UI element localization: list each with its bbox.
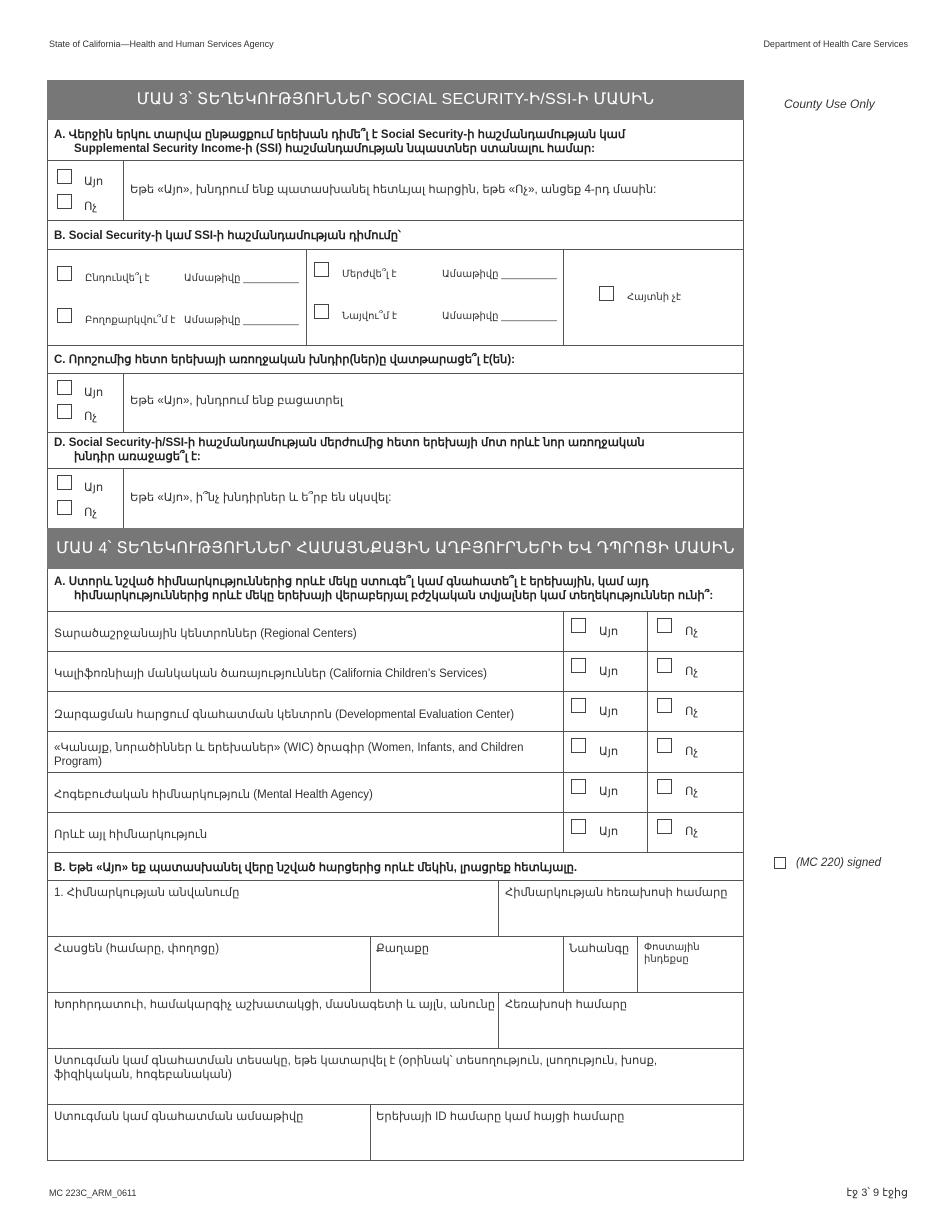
- agency-wic-yes-checkbox[interactable]: [571, 738, 586, 753]
- agency-name-field[interactable]: 1. Հիմնարկության անվանումը: [54, 887, 240, 899]
- agency-ccs-no-label: Ոչ: [685, 666, 699, 678]
- part3-question-b: B. Social Security-ի կամ SSI-ի հաշմանդամության դիմումը՝: [54, 230, 401, 242]
- denied-date[interactable]: Ամսաթիվը __________: [442, 269, 557, 280]
- agency-other-no-checkbox[interactable]: [657, 819, 672, 834]
- agency-ccs-yes-label: Այո: [599, 666, 619, 678]
- part3-d-yes-checkbox[interactable]: [57, 475, 72, 490]
- part4-title: ՄԱՍ 4՝ ՏԵՂԵԿՈՒԹՅՈՒՆՆԵՐ ՀԱՄԱՅՆՔԱՅԻՆ ԱՂԲՅՈՒՐՆԵՐԻ ԵՎ ԴՊՐՈՑԻ ՄԱՍԻՆ: [47, 528, 744, 569]
- part4-question-b: B. Եթե «Այո» եք պատասխանել վերը նշված հարցերից որևէ մեկին, լրացրեք հետևյալը.: [54, 862, 578, 874]
- referred-label: Բողոքարկվու՞մ է: [85, 315, 176, 326]
- agency-ccs-no-checkbox[interactable]: [657, 658, 672, 673]
- agency-wic-no-label: Ոչ: [685, 746, 699, 758]
- city-field[interactable]: Քաղաքը: [376, 943, 430, 955]
- part4-question-a: A. Ստորև նշված հիմնարկություններից որևէ մեկը ստուգե՞լ կամ գնահատե՞լ է երեխային, կամ այդ հիմնարկություններից որևէ մեկը երեխայի վերաբերյալ բժշկական տվյալներ կամ տեղեկություններ ունի՞:: [54, 576, 714, 602]
- agency-regional-yes-checkbox[interactable]: [571, 618, 586, 633]
- part3-title: ՄԱՍ 3՝ ՏԵՂԵԿՈՒԹՅՈՒՆՆԵՐ SOCIAL SECURITY-Ի/SSI-Ի ՄԱՍԻՆ: [47, 80, 744, 120]
- approved-label: Ընդունվե՞լ է: [85, 273, 150, 284]
- agency-dec-no-label: Ոչ: [685, 706, 699, 718]
- part3-c-no-checkbox[interactable]: [57, 404, 72, 419]
- agency-mental-yes-checkbox[interactable]: [571, 779, 586, 794]
- mc220-label: (MC 220) signed: [796, 857, 882, 869]
- part3-d-yes-label: Այո: [84, 482, 104, 494]
- agency-other-yes-label: Այո: [599, 826, 619, 838]
- part3-c-yes-checkbox[interactable]: [57, 380, 72, 395]
- part3-a-no-checkbox[interactable]: [57, 194, 72, 209]
- mc220-checkbox[interactable]: [774, 857, 786, 869]
- agency-mental-no-checkbox[interactable]: [657, 779, 672, 794]
- agency-phone-field[interactable]: Հիմնարկության հեռախոսի համարը: [505, 887, 728, 899]
- zip-field[interactable]: Փոստային ինդեքսը: [644, 942, 700, 965]
- county-use-label: County Use Only: [784, 97, 875, 111]
- agency-row-other-name: Որևէ այլ հիմնարկություն: [54, 829, 208, 841]
- contact-phone-field[interactable]: Հեռախոսի համարը: [505, 999, 628, 1011]
- part3-d-note: Եթե «Այո», ի՞նչ խնդիրներ և ե՞րբ են սկսվել:: [130, 492, 392, 504]
- agency-mental-yes-label: Այո: [599, 786, 619, 798]
- pending-label: Նայվու՞մ է: [342, 311, 398, 322]
- agency-dec-yes-checkbox[interactable]: [571, 698, 586, 713]
- pending-checkbox[interactable]: [314, 304, 329, 319]
- part3-question-a: A. Վերջին երկու տարվա ընթացքում երեխան դիմե՞լ է Social Security-ի հաշմանդամության կամ Supplemental Security Income-ի (SSI) հաշմանդամության նպաստներ ստանալու համար:: [54, 129, 626, 155]
- agency-other-yes-checkbox[interactable]: [571, 819, 586, 834]
- approved-date[interactable]: Ամսաթիվը __________: [184, 273, 299, 284]
- part3-a-no-label: Ոչ: [84, 201, 98, 213]
- department-header: Department of Health Care Services: [763, 39, 908, 49]
- denied-checkbox[interactable]: [314, 262, 329, 277]
- part3-d-no-label: Ոչ: [84, 507, 98, 519]
- agency-row-wic-name: «Կանայք, նորածիններ և երեխաներ» (WIC) ծրագիր (Women, Infants, and Children Program): [54, 742, 524, 768]
- agency-row-ccs-name: Կալիֆոռնիայի մանկական ծառայություններ (California Children’s Services): [54, 668, 487, 680]
- agency-dec-no-checkbox[interactable]: [657, 698, 672, 713]
- agency-row-mental-name: Հոգեբուժական հիմնարկություն (Mental Health Agency): [54, 789, 373, 801]
- exam-type-field[interactable]: Ստուգման կամ գնահատման տեսակը, եթե կատարվել է (օրինակ՝ տեսողություն, լսողություն, խոսք, ֆիզիկական, հոգեբանական): [54, 1055, 658, 1081]
- referred-date[interactable]: Ամսաթիվը __________: [184, 315, 299, 326]
- agency-regional-no-checkbox[interactable]: [657, 618, 672, 633]
- part3-a-yes-checkbox[interactable]: [57, 169, 72, 184]
- agency-regional-no-label: Ոչ: [685, 626, 699, 638]
- address-field[interactable]: Հասցեն (համարը, փողոցը): [54, 943, 220, 955]
- part3-question-d: D. Social Security-ի/SSI-ի հաշմանդամության մերժումից հետո երեխայի մոտ որևէ նոր առողջական խնդիր առաջացե՞լ է:: [54, 437, 645, 463]
- agency-other-no-label: Ոչ: [685, 826, 699, 838]
- unknown-checkbox[interactable]: [599, 286, 614, 301]
- approved-checkbox[interactable]: [57, 266, 72, 281]
- agency-wic-yes-label: Այո: [599, 746, 619, 758]
- pending-date[interactable]: Ամսաթիվը __________: [442, 311, 557, 322]
- agency-ccs-yes-checkbox[interactable]: [571, 658, 586, 673]
- child-id-field[interactable]: Երեխայի ID համարը կամ հայցի համարը: [376, 1111, 625, 1123]
- agency-header: State of California—Health and Human Services Agency: [49, 39, 274, 49]
- agency-row-dec-name: Զարգացման հարցում գնահատման կենտրոն (Developmental Evaluation Center): [54, 709, 515, 721]
- part3-question-c: C. Որոշումից հետո երեխայի առողջական խնդիր(ներ)ը վատթարացե՞լ է(են):: [54, 354, 515, 366]
- contact-name-field[interactable]: Խորհրդատուի, համակարգիչ աշխատակցի, մասնագետի և այլն, անունը: [54, 999, 496, 1011]
- referred-checkbox[interactable]: [57, 308, 72, 323]
- part3-c-yes-label: Այո: [84, 387, 104, 399]
- part3-a-note: Եթե «Այո», խնդրում ենք պատասխանել հետևյալ հարցին, եթե «Ոչ», անցեք 4-րդ մասին:: [130, 184, 657, 196]
- part3-a-yes-label: Այո: [84, 176, 104, 188]
- part3-c-no-label: Ոչ: [84, 411, 98, 423]
- form-id: MC 223C_ARM_0611: [49, 1188, 137, 1198]
- state-field[interactable]: Նահանգը: [569, 943, 630, 955]
- agency-regional-yes-label: Այո: [599, 626, 619, 638]
- page-number: էջ 3՝ 9 էջից: [846, 1187, 908, 1199]
- agency-wic-no-checkbox[interactable]: [657, 738, 672, 753]
- agency-dec-yes-label: Այո: [599, 706, 619, 718]
- agency-row-regional-name: Տարածաշրջանային կենտրոններ (Regional Centers): [54, 628, 357, 640]
- unknown-label: Հայտնի չէ: [627, 292, 681, 303]
- exam-date-field[interactable]: Ստուգման կամ գնահատման ամսաթիվը: [54, 1111, 304, 1123]
- denied-label: Մերժվե՞լ է: [342, 269, 397, 280]
- part3-d-no-checkbox[interactable]: [57, 500, 72, 515]
- agency-mental-no-label: Ոչ: [685, 786, 699, 798]
- part3-c-note: Եթե «Այո», խնդրում ենք բացատրել: [130, 395, 343, 407]
